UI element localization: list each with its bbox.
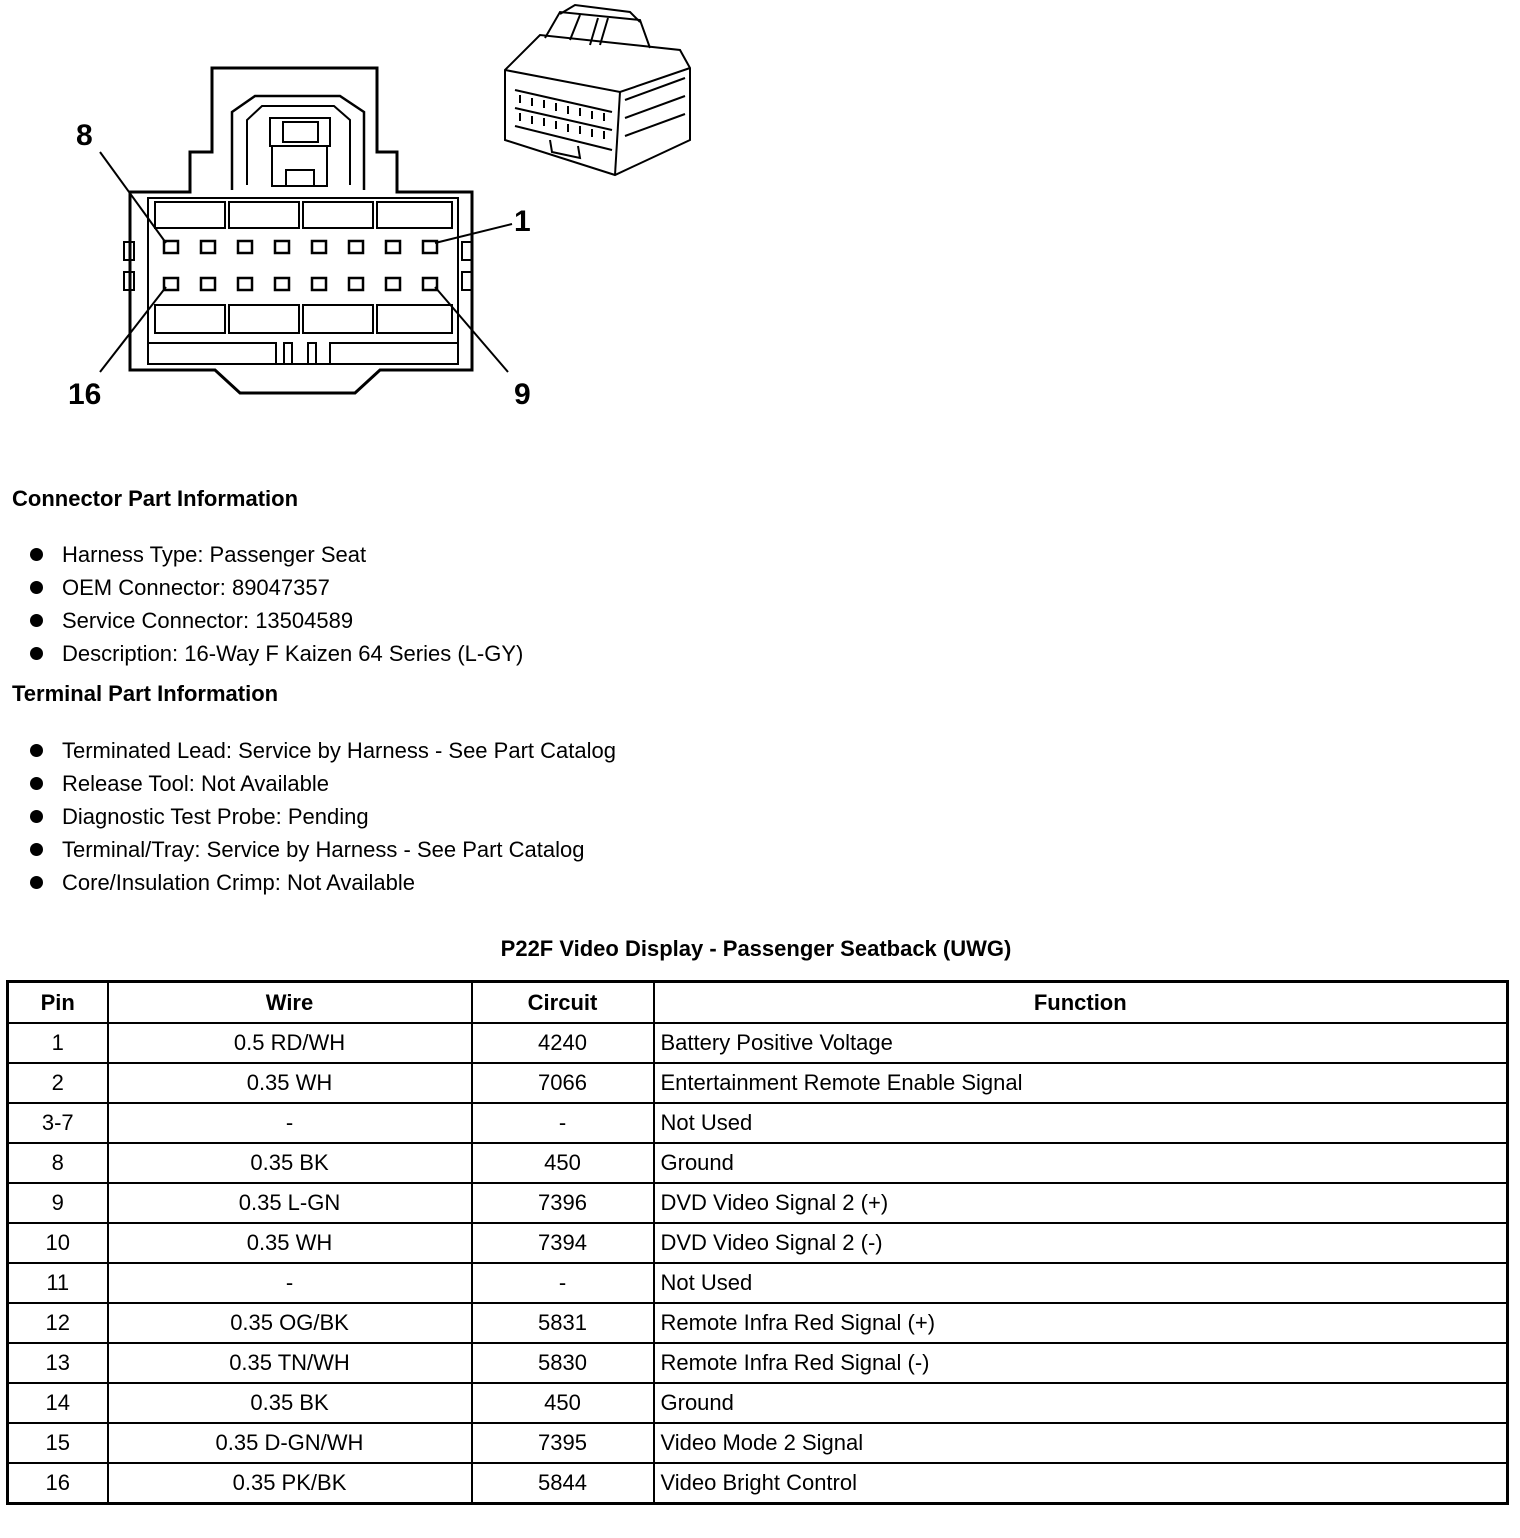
header-circuit: Circuit: [472, 982, 654, 1024]
table-row: [8, 1343, 1508, 1383]
pin-cell: 13: [8, 1343, 108, 1383]
pin-cell: 10: [8, 1223, 108, 1263]
connector-part-info-list: [30, 538, 523, 670]
function-cell: Remote Infra Red Signal (+): [654, 1303, 1508, 1343]
header-wire: Wire: [108, 982, 472, 1024]
function-cell: DVD Video Signal 2 (-): [654, 1223, 1508, 1263]
table-row: [8, 1463, 1508, 1504]
wire-cell: 0.5 RD/WH: [108, 1023, 472, 1063]
pin-label-9: 9: [514, 378, 531, 411]
table-header-row: [8, 982, 1508, 1024]
wire-cell: 0.35 TN/WH: [108, 1343, 472, 1383]
circuit-cell: 7394: [472, 1223, 654, 1263]
list-item: Description: 16-Way F Kaizen 64 Series (L-GY): [30, 637, 523, 670]
connector-diagram: [0, 0, 720, 420]
wire-cell: -: [108, 1103, 472, 1143]
list-item: Harness Type: Passenger Seat: [30, 538, 523, 571]
pin-cell: 12: [8, 1303, 108, 1343]
wire-cell: 0.35 D-GN/WH: [108, 1423, 472, 1463]
circuit-cell: 450: [472, 1383, 654, 1423]
function-cell: Ground: [654, 1143, 1508, 1183]
list-item: Terminal/Tray: Service by Harness - See Part Catalog: [30, 833, 616, 866]
function-cell: Ground: [654, 1383, 1508, 1423]
terminal-part-info-list: [30, 734, 616, 899]
pin-cell: 8: [8, 1143, 108, 1183]
wire-cell: -: [108, 1263, 472, 1303]
circuit-cell: 5844: [472, 1463, 654, 1504]
table-row: [8, 1063, 1508, 1103]
pin-label-16: 16: [68, 378, 102, 411]
circuit-cell: 7396: [472, 1183, 654, 1223]
table-row: [8, 1423, 1508, 1463]
pin-cell: 2: [8, 1063, 108, 1103]
pin-cell: 14: [8, 1383, 108, 1423]
pin-label-8: 8: [76, 119, 93, 152]
pin-cell: 3-7: [8, 1103, 108, 1143]
circuit-cell: 5830: [472, 1343, 654, 1383]
function-cell: Battery Positive Voltage: [654, 1023, 1508, 1063]
pin-cell: 16: [8, 1463, 108, 1504]
function-cell: Remote Infra Red Signal (-): [654, 1343, 1508, 1383]
wire-cell: 0.35 BK: [108, 1143, 472, 1183]
function-cell: Video Bright Control: [654, 1463, 1508, 1504]
table-row: [8, 1183, 1508, 1223]
table-row: [8, 1383, 1508, 1423]
circuit-cell: -: [472, 1103, 654, 1143]
table-row: [8, 1303, 1508, 1343]
header-function: Function: [654, 982, 1508, 1024]
list-item: Service Connector: 13504589: [30, 604, 523, 637]
pin-cell: 9: [8, 1183, 108, 1223]
wire-cell: 0.35 OG/BK: [108, 1303, 472, 1343]
function-cell: Entertainment Remote Enable Signal: [654, 1063, 1508, 1103]
wire-cell: 0.35 WH: [108, 1223, 472, 1263]
header-pin: Pin: [8, 982, 108, 1024]
function-cell: Not Used: [654, 1103, 1508, 1143]
pinout-table: [6, 980, 1509, 1505]
list-item: OEM Connector: 89047357: [30, 571, 523, 604]
list-item: Release Tool: Not Available: [30, 767, 616, 800]
wire-cell: 0.35 PK/BK: [108, 1463, 472, 1504]
table-row: [8, 1263, 1508, 1303]
table-title: P22F Video Display - Passenger Seatback (UWG): [500, 936, 1012, 961]
circuit-cell: 7395: [472, 1423, 654, 1463]
circuit-cell: 5831: [472, 1303, 654, 1343]
table-row: [8, 1143, 1508, 1183]
wire-cell: 0.35 WH: [108, 1063, 472, 1103]
circuit-cell: 7066: [472, 1063, 654, 1103]
table-row: [8, 1223, 1508, 1263]
function-cell: DVD Video Signal 2 (+): [654, 1183, 1508, 1223]
circuit-cell: -: [472, 1263, 654, 1303]
function-cell: Not Used: [654, 1263, 1508, 1303]
list-item: Terminated Lead: Service by Harness - See Part Catalog: [30, 734, 616, 767]
list-item: Core/Insulation Crimp: Not Available: [30, 866, 616, 899]
connector-part-info-heading: Connector Part Information: [12, 486, 299, 511]
pin-cell: 1: [8, 1023, 108, 1063]
table-row: [8, 1103, 1508, 1143]
pin-cell: 11: [8, 1263, 108, 1303]
table-row: [8, 1023, 1508, 1063]
circuit-cell: 4240: [472, 1023, 654, 1063]
pin-label-1: 1: [514, 205, 531, 238]
function-cell: Video Mode 2 Signal: [654, 1423, 1508, 1463]
wire-cell: 0.35 BK: [108, 1383, 472, 1423]
terminal-part-info-heading: Terminal Part Information: [12, 681, 279, 706]
list-item: Diagnostic Test Probe: Pending: [30, 800, 616, 833]
connector-face-icon: [100, 68, 512, 393]
connector-3d-icon: [505, 5, 690, 175]
pin-cell: 15: [8, 1423, 108, 1463]
circuit-cell: 450: [472, 1143, 654, 1183]
wire-cell: 0.35 L-GN: [108, 1183, 472, 1223]
